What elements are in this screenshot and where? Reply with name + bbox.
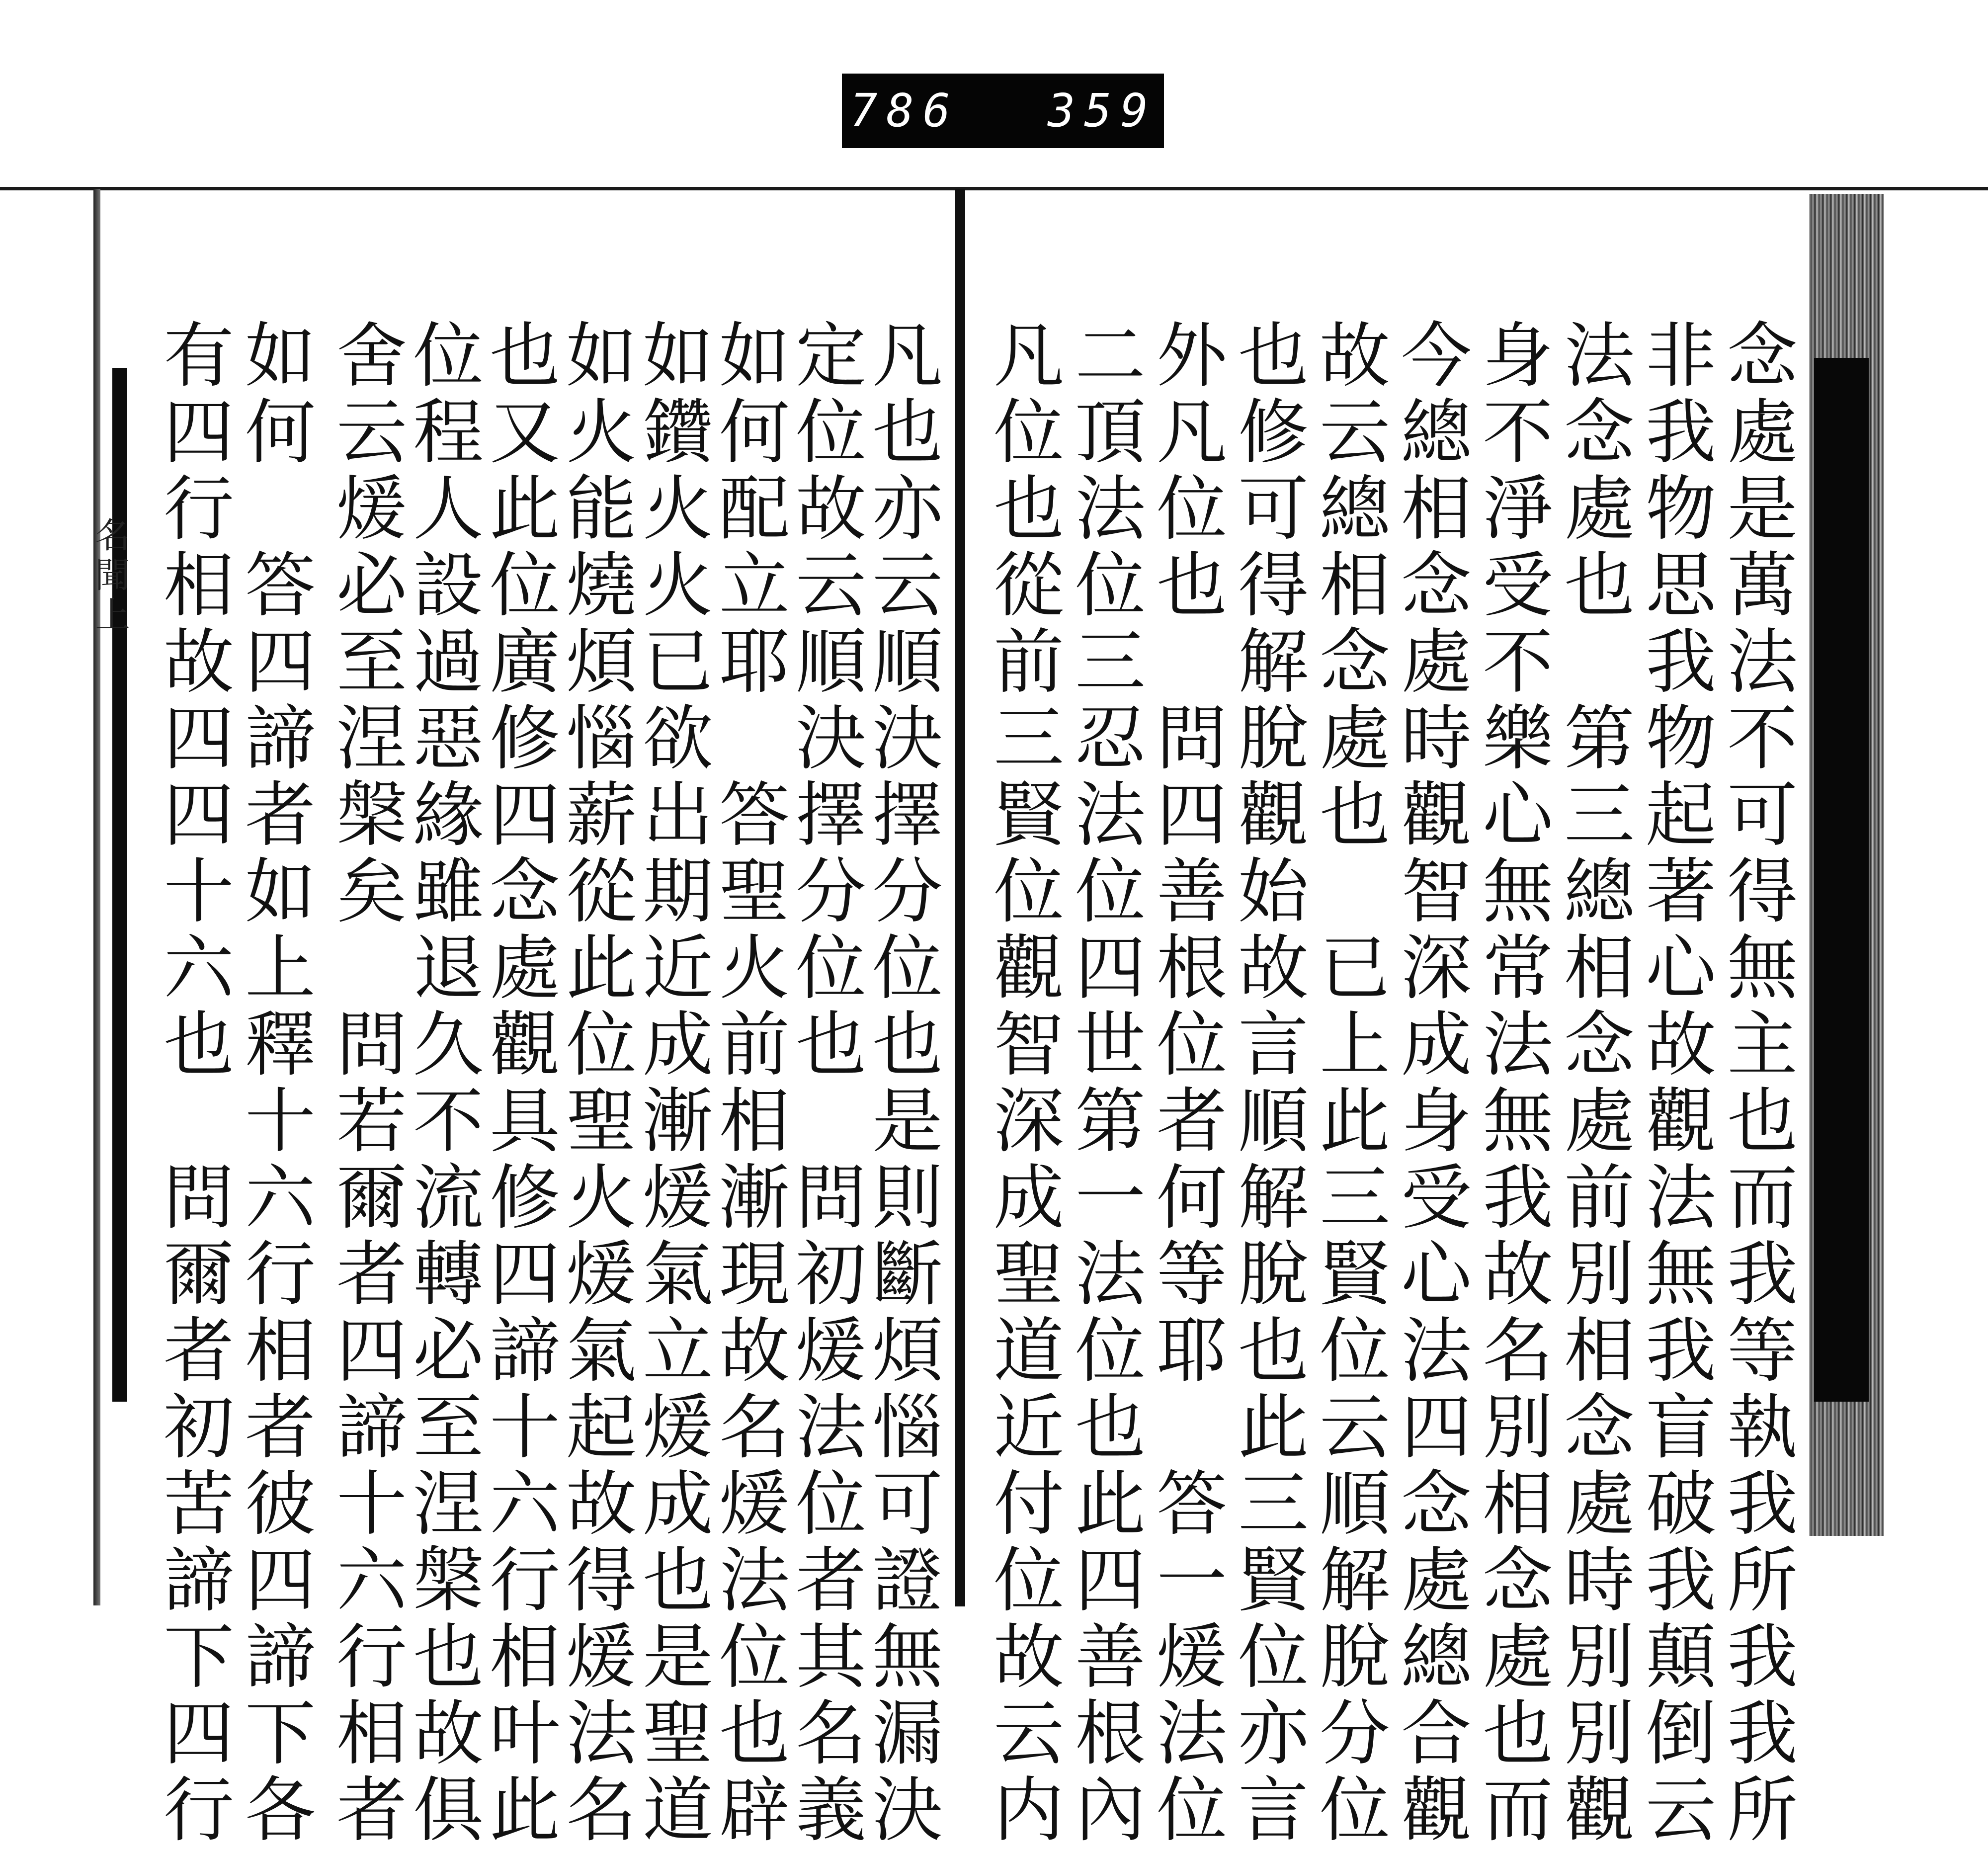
left-column-3: 如何配立耶 答聖火前相漸現故名煖法位也辟 <box>707 318 789 1849</box>
right-margin-band <box>1814 358 1869 1402</box>
right-column-8: 外凡位也 問四善根位者何等耶 答一煖法位 <box>1145 318 1227 1849</box>
right-column-3: 法念處也 第三總相念處前別相念處時別別觀 <box>1552 318 1634 1849</box>
left-column-4: 如鑽火火已欲出期近成漸煖氣立煖成也是聖道 <box>631 318 713 1849</box>
right-column-9: 二頂法位三忍法位四世第一法位也此四善根內 <box>1063 318 1145 1849</box>
catalog-label-left-number: 786 <box>850 84 960 137</box>
left-column-10: 有四行相故四四十六也 問爾者初苦諦下四行 <box>152 318 234 1849</box>
right-column-6: 故云總相念處也 已上此三賢位云順解脫分位 <box>1308 318 1390 1849</box>
catalog-label <box>842 74 1164 148</box>
left-column-7: 位程人設過惡緣雖退久不流轉必至涅槃也故俱 <box>401 318 483 1849</box>
catalog-label-right-number: 359 <box>1047 84 1157 137</box>
top-rule <box>0 187 1988 190</box>
right-column-5: 今總相念處時觀智深成身受心法四念處總合觀 <box>1389 318 1471 1849</box>
left-column-2: 定位故云順決擇分位也 問初煖法位者其名義 <box>784 318 866 1849</box>
right-column-2: 非我物思我物起著心故觀法無我盲破我顛倒云 <box>1634 318 1716 1849</box>
margin-label: 名聞上 <box>89 517 130 636</box>
left-column-5: 如火能燒煩惱薪從此位聖火煖氣起故得煖法名 <box>554 318 636 1849</box>
right-column-10: 凡位也從前三賢位觀智深成聖道近付位故云内 <box>982 318 1064 1849</box>
left-column-9: 如何 答四諦者如上釋十六行相者彼四諦下各 <box>233 318 315 1849</box>
right-column-4: 身不淨受不樂心無常法無我故名別相念處也而 <box>1471 318 1553 1849</box>
left-column-8: 舍云煖必至涅槃矣 問若爾者四諦十六行相者 <box>325 318 407 1849</box>
book-spine <box>955 189 965 1606</box>
left-page-edge <box>93 189 100 1605</box>
right-column-7: 也修可得解脫觀始故言順解脫也此三賢位亦言 <box>1226 318 1308 1849</box>
right-column-1: 念處是萬法不可得無主也而我等執我所我我所 <box>1715 318 1797 1849</box>
left-column-1: 凡也亦云順決擇分位也是則斷煩惱可證無漏決 <box>860 318 942 1849</box>
left-column-6: 也又此位廣修四念處觀具修四諦十六行相叶此 <box>478 318 560 1849</box>
